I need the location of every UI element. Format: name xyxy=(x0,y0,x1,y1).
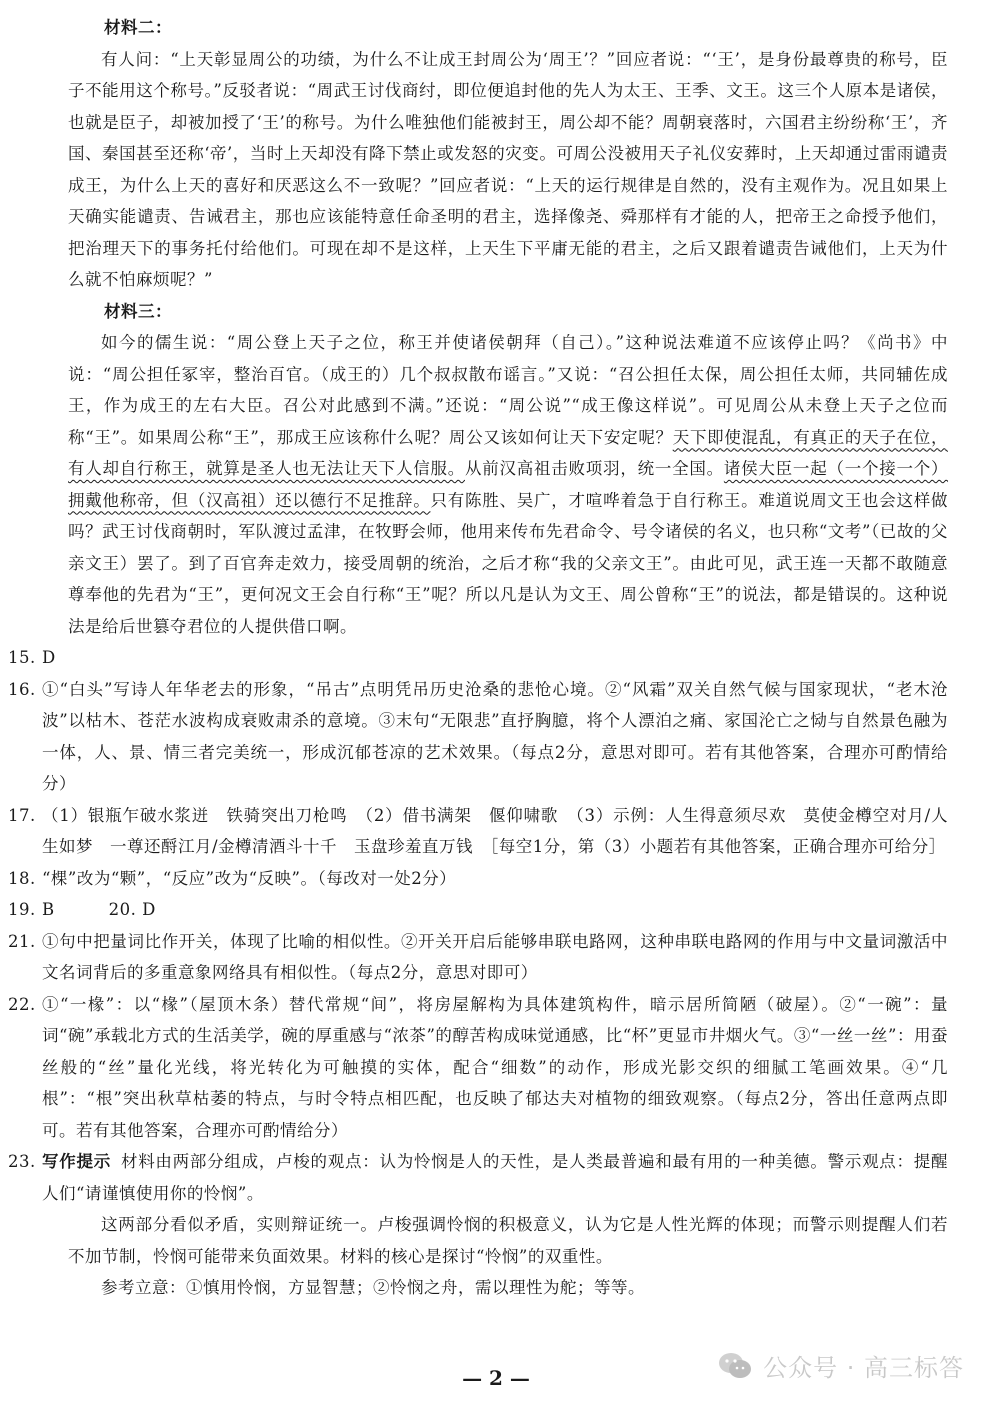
material3-underline-2: 诸侯大臣一起（一个接一个）拥戴他称帝，但（汉高祖）还以德行不足推辞。 xyxy=(68,459,949,510)
answer-19-20 xyxy=(8,894,948,926)
watermark-text: 公众号 · 高三标答 xyxy=(763,1354,964,1382)
material3-text-c: 只有陈胜、吴广，才喧哗着急于自行称王。难道说周文王也会这样做吗？武王讨伐商朝时，军队渡过孟津，在牧野会师，他用来传布先君命令、号令诸侯的名义，也只称“文考”（已故的父亲文王）罢了。到了百官奔走效力，接受周朝的统治，之后才称“我的父亲文王”。由此可见，武王连一天都不敢随意尊奉他的先君为“王”，更何况文王会自行称“王”呢？所以凡是认为文王、周公曾称“王”的说法，都是错误的。这种说法是给后世篡夺君位的人提供借口啊。 xyxy=(68,490,949,636)
question-number: 23. xyxy=(8,1152,36,1171)
material3-title: 材料三： xyxy=(104,301,172,321)
question-number: 20. xyxy=(108,900,137,919)
answer-text: B xyxy=(42,900,55,919)
answer-text: 材料由两部分组成，卢梭的观点：认为怜悯是人的天性，是人类最普遍和最有用的一种美德。警示观点：提醒人们“请谨慎使用你的怜悯”。 xyxy=(42,1152,949,1203)
question-number: 19. xyxy=(8,900,36,919)
question-number: 21. xyxy=(8,931,36,951)
answer-text: D xyxy=(42,648,56,667)
writing-tip-label: 写作提示 xyxy=(42,1152,111,1171)
material2-title: 材料二： xyxy=(104,18,172,37)
answer-22 xyxy=(8,989,948,1147)
answer-text: “棵”改为“颗”，“反应”改为“反映”。（每改对一处2分） xyxy=(42,868,457,888)
page-number: — 2 — xyxy=(462,1366,530,1390)
question-number: 22. xyxy=(8,994,36,1014)
answer-15 xyxy=(8,642,948,674)
answer-23-para2: 这两部分看似矛盾，实则辩证统一。卢梭强调怜悯的积极意义，认为它是人性光辉的体现；而警示则提醒人们若不加节制，怜悯可能带来负面效果。材料的核心是探讨“怜悯”的双重性。 xyxy=(68,1215,948,1266)
answer-23-para3: 参考立意：①慎用怜悯，方显智慧；②怜悯之舟，需以理性为舵；等等。 xyxy=(101,1278,645,1297)
question-number: 16. xyxy=(8,679,36,699)
material2-paragraph: 有人问：“上天彰显周公的功绩，为什么不让成王封周公为‘周王’？”回应者说：“‘王’，是身份最尊贵的称号，臣子不能用这个称号。”反驳者说：“周武王讨伐商纣，即位便追封他的先人为太王、王季、文王。这三个人原本是诸侯，也就是臣子，却被加授了‘王’的称号。为什么唯独他们能被封王，周公却不能？周朝衰落时，六国君主纷纷称‘王’，齐国、秦国甚至还称‘帝’，当时上天却没有降下禁止或发怒的灾变。可周公没被用天子礼仪安葬时，上天却通过雷雨谴责成王，为什么上天的喜好和厌恶这么不一致呢？”回应者说：“上天的运行规律是自然的，没有主观作为。况且如果上天确实能谴责、告诫君主，那也应该能特意任命圣明的君主，选择像尧、舜那样有才能的人，把帝王之命授予他们，把治理天下的事务托付给他们。可现在却不是这样，上天生下平庸无能的君主，之后又跟着谴责告诫他们，上天为什么就不怕麻烦呢？” xyxy=(68,49,948,289)
question-number: 18. xyxy=(8,868,36,888)
answer-text: ①句中把量词比作开关，体现了比喻的相似性。②开关开启后能够串联电路网，这种串联电路网的作用与中文量词激活中文名词背后的多重意象网络具有相似性。（每点2分，意思对即可） xyxy=(42,931,948,982)
answer-text: （1）银瓶乍破水浆迸 铁骑突出刀枪鸣 （2）借书满架 偃仰啸歌 （3）示例：人生得意须尽欢 莫使金樽空对月/人生如梦 一尊还酹江月/金樽清酒斗十千 玉盘珍羞直万钱 ［每空1分，第（3）小题若有其他答案，正确合理亦可给分］ xyxy=(42,805,948,856)
answer-23 xyxy=(8,1146,948,1209)
material3-underline-1: 天下即使混乱，有真正的天子在位，有人却自行称王，就算是圣人也无法让天下人信服。 xyxy=(68,427,948,478)
answer-21 xyxy=(8,926,948,989)
answer-text: ①“一椽”：以“椽”（屋顶木条）替代常规“间”，将房屋解构为具体建筑构件，暗示居所简陋（破屋）。②“一碗”：量词“碗”承载北方式的生活美学，碗的厚重感与“浓茶”的醇苦构成味觉通感，比“杯”更显市井烟火气。③“一丝一丝”：用蚕丝般的“丝”量化光线，将光转化为可触摸的实体，配合“细数”的动作，形成光影交织的细腻工笔画效果。④“几根”：“根”突出秋草枯萎的特点，与时令特点相匹配，也反映了郁达夫对植物的细致观察。（每点2分，答出任意两点即可。若有其他答案，合理亦可酌情给分） xyxy=(42,994,948,1140)
answer-17 xyxy=(8,800,948,863)
document-body xyxy=(8,12,949,1304)
material3-text-b: 从前汉高祖击败项羽，统一全国。 xyxy=(464,459,724,478)
material3-text-a: 如今的儒生说：“周公登上天子之位，称王并使诸侯朝拜（自己）。”这种说法难道不应该停止吗？《尚书》中说：“周公担任冢宰，整治百官。（成王的）几个叔叔散布谣言。”又说：“召公担任太保，周公担任太师，共同辅佐成王，作为成王的左右大臣。召公对此感到不满。”还说：“周公说”“成王像这样说”。可见周公从未登上天子之位而称“王”。如果周公称“王”，那成王应该称什么呢？周公又该如何让天下安定呢？ xyxy=(68,333,948,447)
answer-18 xyxy=(8,863,948,895)
answer-text: ①“白头”写诗人年华老去的形象，“吊古”点明凭吊历史沧桑的悲怆心境。②“风霜”双关自然气候与国家现状，“老木沧波”以枯木、苍茫水波构成衰败肃杀的意境。③末句“无限悲”直抒胸臆，将个人漂泊之痛、家国沦亡之恸与自然景色融为一体，人、景、情三者完美统一，形成沉郁苍凉的艺术效果。（每点2分，意思对即可。若有其他答案，合理亦可酌情给分） xyxy=(42,679,948,793)
material3-paragraph xyxy=(68,327,948,642)
answer-text: D xyxy=(142,900,156,919)
answer-16 xyxy=(8,674,948,800)
question-number: 17. xyxy=(8,805,36,825)
question-number: 15. xyxy=(8,648,36,667)
